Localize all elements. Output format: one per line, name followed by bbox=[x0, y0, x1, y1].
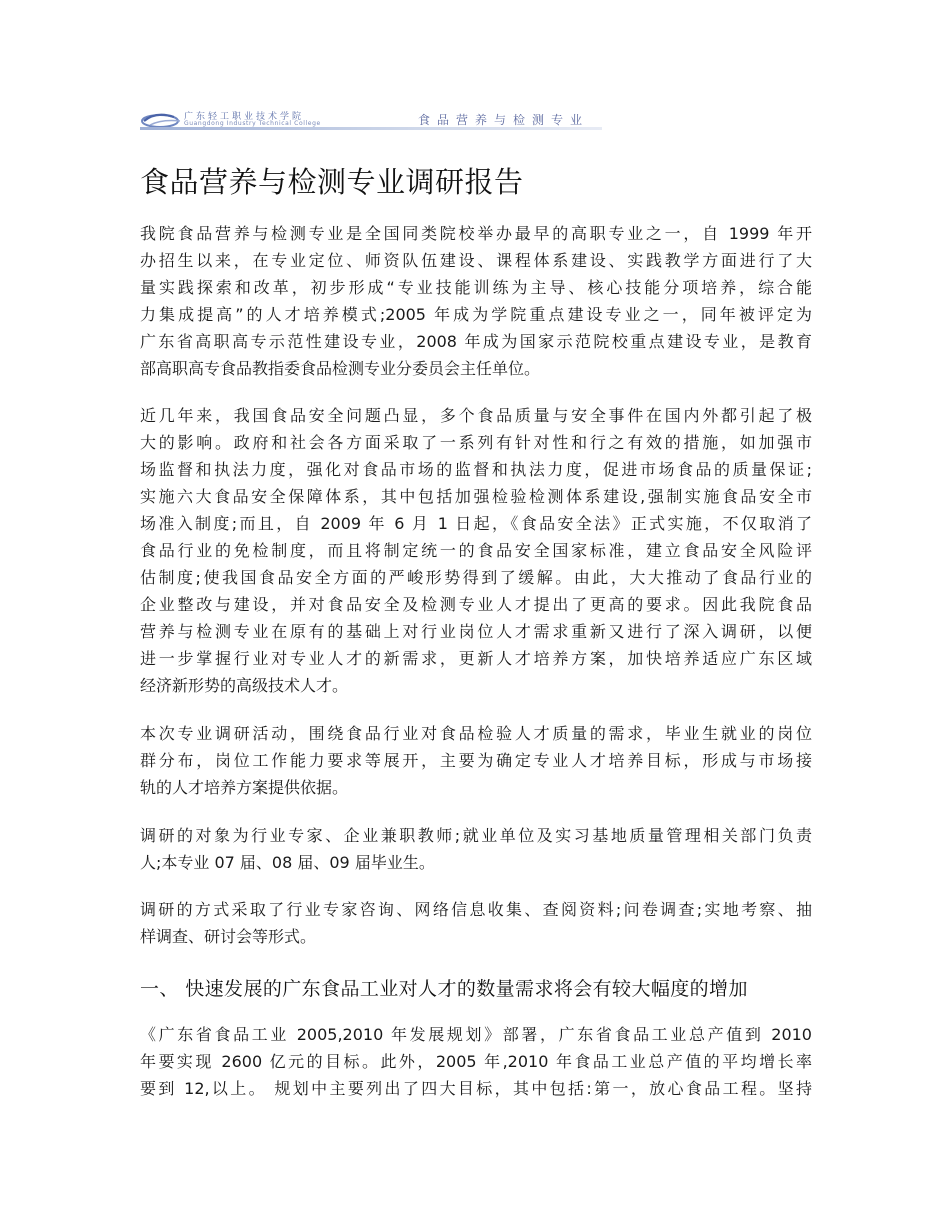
college-logo-icon bbox=[140, 109, 184, 129]
text-line: 食品行业的免检制度，而且将制定统一的食品安全国家标准，建立食品安全风险评 bbox=[140, 541, 812, 560]
text-line: 估制度;使我国食品安全方面的严峻形势得到了缓解。由此，大大推动了食品行业的 bbox=[140, 568, 812, 587]
text-line: 《广东省食品工业 2005,2010 年发展规划》部署，广东省食品工业总产值到 2010 bbox=[140, 1025, 812, 1044]
section-heading-1: 一、 快速发展的广东食品工业对人才的数量需求将会有较大幅度的增加 bbox=[140, 978, 748, 1000]
text-line: 进一步掌握行业对专业人才的新需求，更新人才培养方案，加快培养适应广东区域 bbox=[140, 649, 812, 668]
paragraph-survey-activity bbox=[140, 720, 812, 801]
header-banner bbox=[140, 108, 602, 130]
text-line: 轨的人才培养方案提供依据。 bbox=[140, 778, 349, 797]
text-line: 调研的对象为行业专家、企业兼职教师;就业单位及实习基地质量管理相关部门负责 bbox=[140, 826, 812, 845]
text-line: 年要实现 2600 亿元的目标。此外，2005 年,2010 年食品工业总产值的平均增长率 bbox=[140, 1052, 812, 1071]
header-rule bbox=[140, 127, 602, 130]
paragraph-survey-methods bbox=[140, 896, 812, 950]
text-line: 广东省高职高专示范性建设专业，2008 年成为国家示范院校重点建设专业，是教育 bbox=[140, 332, 812, 351]
text-line: 本次专业调研活动，围绕食品行业对食品检验人才质量的需求，毕业生就业的岗位 bbox=[140, 724, 812, 743]
college-name-en: Guangdong Industry Technical College bbox=[184, 120, 321, 127]
text-line: 样调查、研讨会等形式。 bbox=[140, 927, 317, 946]
text-line: 部高职高专食品教指委食品检测专业分委员会主任单位。 bbox=[140, 359, 541, 378]
text-line: 我院食品营养与检测专业是全国同类院校举办最早的高职专业之一，自 1999 年开 bbox=[140, 224, 812, 243]
text-line: 实施六大食品安全保障体系，其中包括加强检验检测体系建设,强制实施食品安全市 bbox=[140, 487, 812, 506]
text-line: 力集成提高”的人才培养模式;2005 年成为学院重点建设专业之一，同年被评定为 bbox=[140, 305, 812, 324]
paragraph-intro bbox=[140, 220, 812, 382]
text-line: 企业整改与建设，并对食品安全及检测专业人才提出了更高的要求。因此我院食品 bbox=[140, 595, 812, 614]
paragraph-section-1 bbox=[140, 1021, 812, 1102]
text-line: 场准入制度;而且，自 2009 年 6 月 1 日起，《食品安全法》正式实施，不仅取消了 bbox=[140, 514, 812, 533]
text-line: 营养与检测专业在原有的基础上对行业岗位人才需求重新又进行了深入调研，以便 bbox=[140, 622, 812, 641]
text-line: 量实践探索和改革，初步形成“专业技能训练为主导、核心技能分项培养，综合能 bbox=[140, 278, 812, 297]
text-line: 群分布，岗位工作能力要求等展开，主要为确定专业人才培养目标，形成与市场接 bbox=[140, 751, 812, 770]
text-line: 人;本专业 07 届、08 届、09 届毕业生。 bbox=[140, 853, 435, 872]
major-name: 食品营养与检测专业 bbox=[418, 113, 590, 127]
text-line: 办招生以来，在专业定位、师资队伍建设、课程体系建设、实践教学方面进行了大 bbox=[140, 251, 812, 270]
text-line: 近几年来，我国食品安全问题凸显，多个食品质量与安全事件在国内外都引起了极 bbox=[140, 406, 812, 425]
text-line: 调研的方式采取了行业专家咨询、网络信息收集、查阅资料;问卷调查;实地考察、抽 bbox=[140, 900, 812, 919]
college-name: 广东轻工职业技术学院 bbox=[184, 112, 305, 122]
text-line: 大的影响。政府和社会各方面采取了一系列有针对性和行之有效的措施，如加强市 bbox=[140, 433, 812, 452]
paragraph-survey-subjects bbox=[140, 822, 812, 876]
text-line: 经济新形势的高级技术人才。 bbox=[140, 676, 349, 695]
text-line: 场监督和执法力度，强化对食品市场的监督和执法力度，促进市场食品的质量保证; bbox=[140, 460, 812, 479]
document-title: 食品营养与检测专业调研报告 bbox=[140, 165, 524, 199]
text-line: 要到 12,以上。 规划中主要列出了四大目标，其中包括:第一，放心食品工程。坚持 bbox=[140, 1079, 812, 1098]
paragraph-background bbox=[140, 402, 812, 699]
